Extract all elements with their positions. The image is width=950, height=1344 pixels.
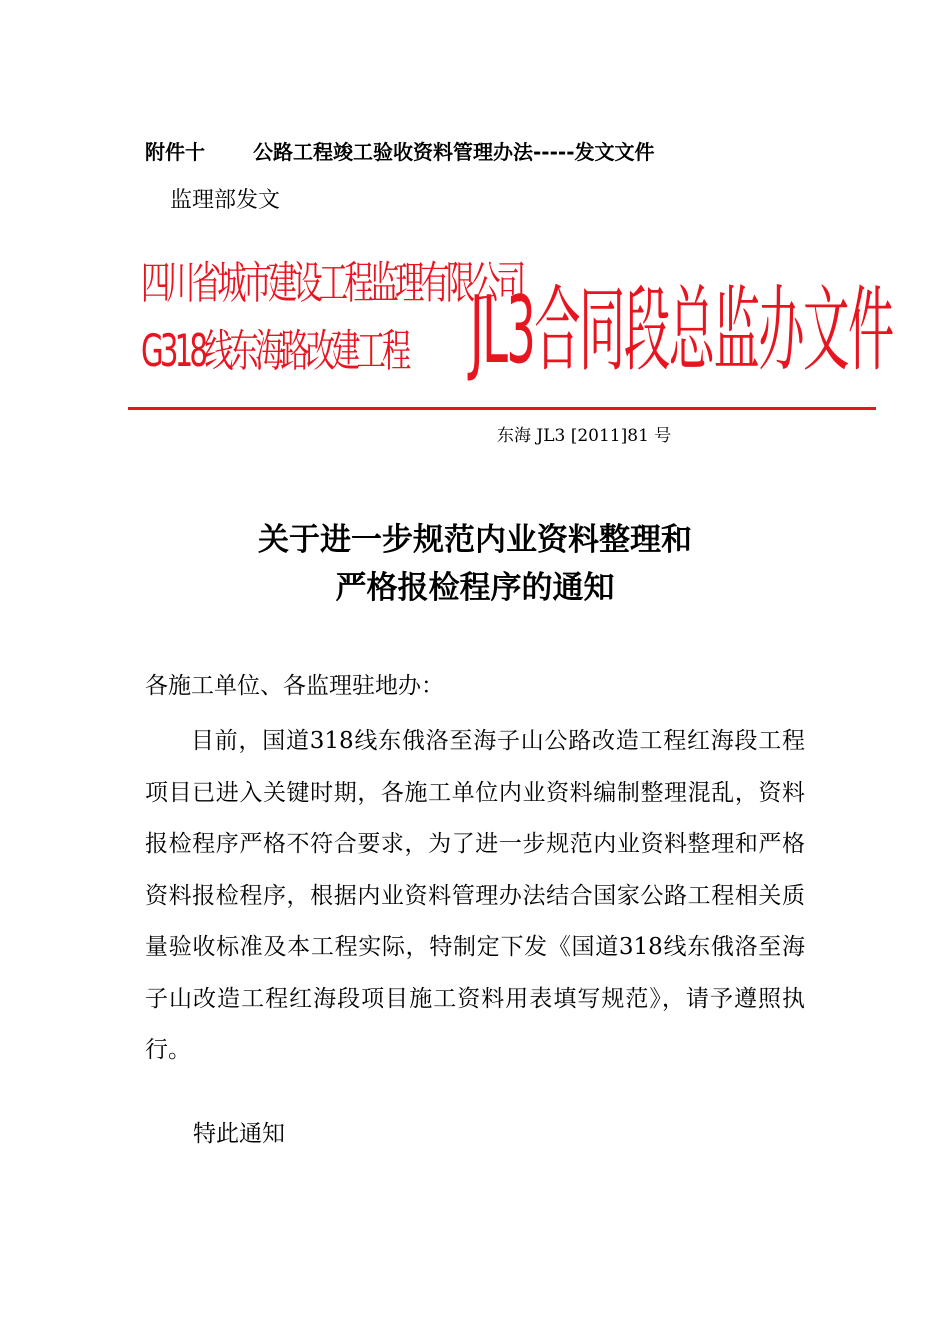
attachment-title: 公路工程竣工验收资料管理办法-----发文文件 — [253, 140, 655, 164]
issuer-note: 监理部发文 — [170, 188, 281, 213]
office-document-title: JL3合同段总监办文件 — [470, 275, 893, 385]
notice-body: 目前，国道318线东俄洛至海子山公路改造工程红海段工程项目已进入关键时期，各施工单位内业资料编制整理混乱，资料报检程序严格不符合要求，为了进一步规范内业资料整理和严格资料报检程序，根据内业资料管理办法结合国家公路工程相关质量验收标准及本工程实际，特制定下发《国道318线东俄洛至海子山改造工程红海段项目施工资料用表填写规范》，请予遵照执行。 — [145, 728, 805, 1063]
notice-title-line-1: 关于进一步规范内业资料整理和 — [258, 522, 692, 558]
red-divider-line — [128, 407, 876, 410]
project-name: G318线东海路改建工程 — [141, 325, 408, 377]
organization-name: 四川省城市建设工程监理有限公司 — [141, 257, 523, 309]
notice-title-line-2: 严格报检程序的通知 — [335, 570, 615, 606]
closing-remark: 特此通知 — [193, 1121, 285, 1147]
attachment-label: 附件十 — [145, 140, 205, 164]
addressee: 各施工单位、各监理驻地办： — [145, 673, 444, 699]
document-number: 东海 JL3 [2011]81 号 — [497, 426, 672, 446]
attachment-line — [145, 138, 655, 166]
